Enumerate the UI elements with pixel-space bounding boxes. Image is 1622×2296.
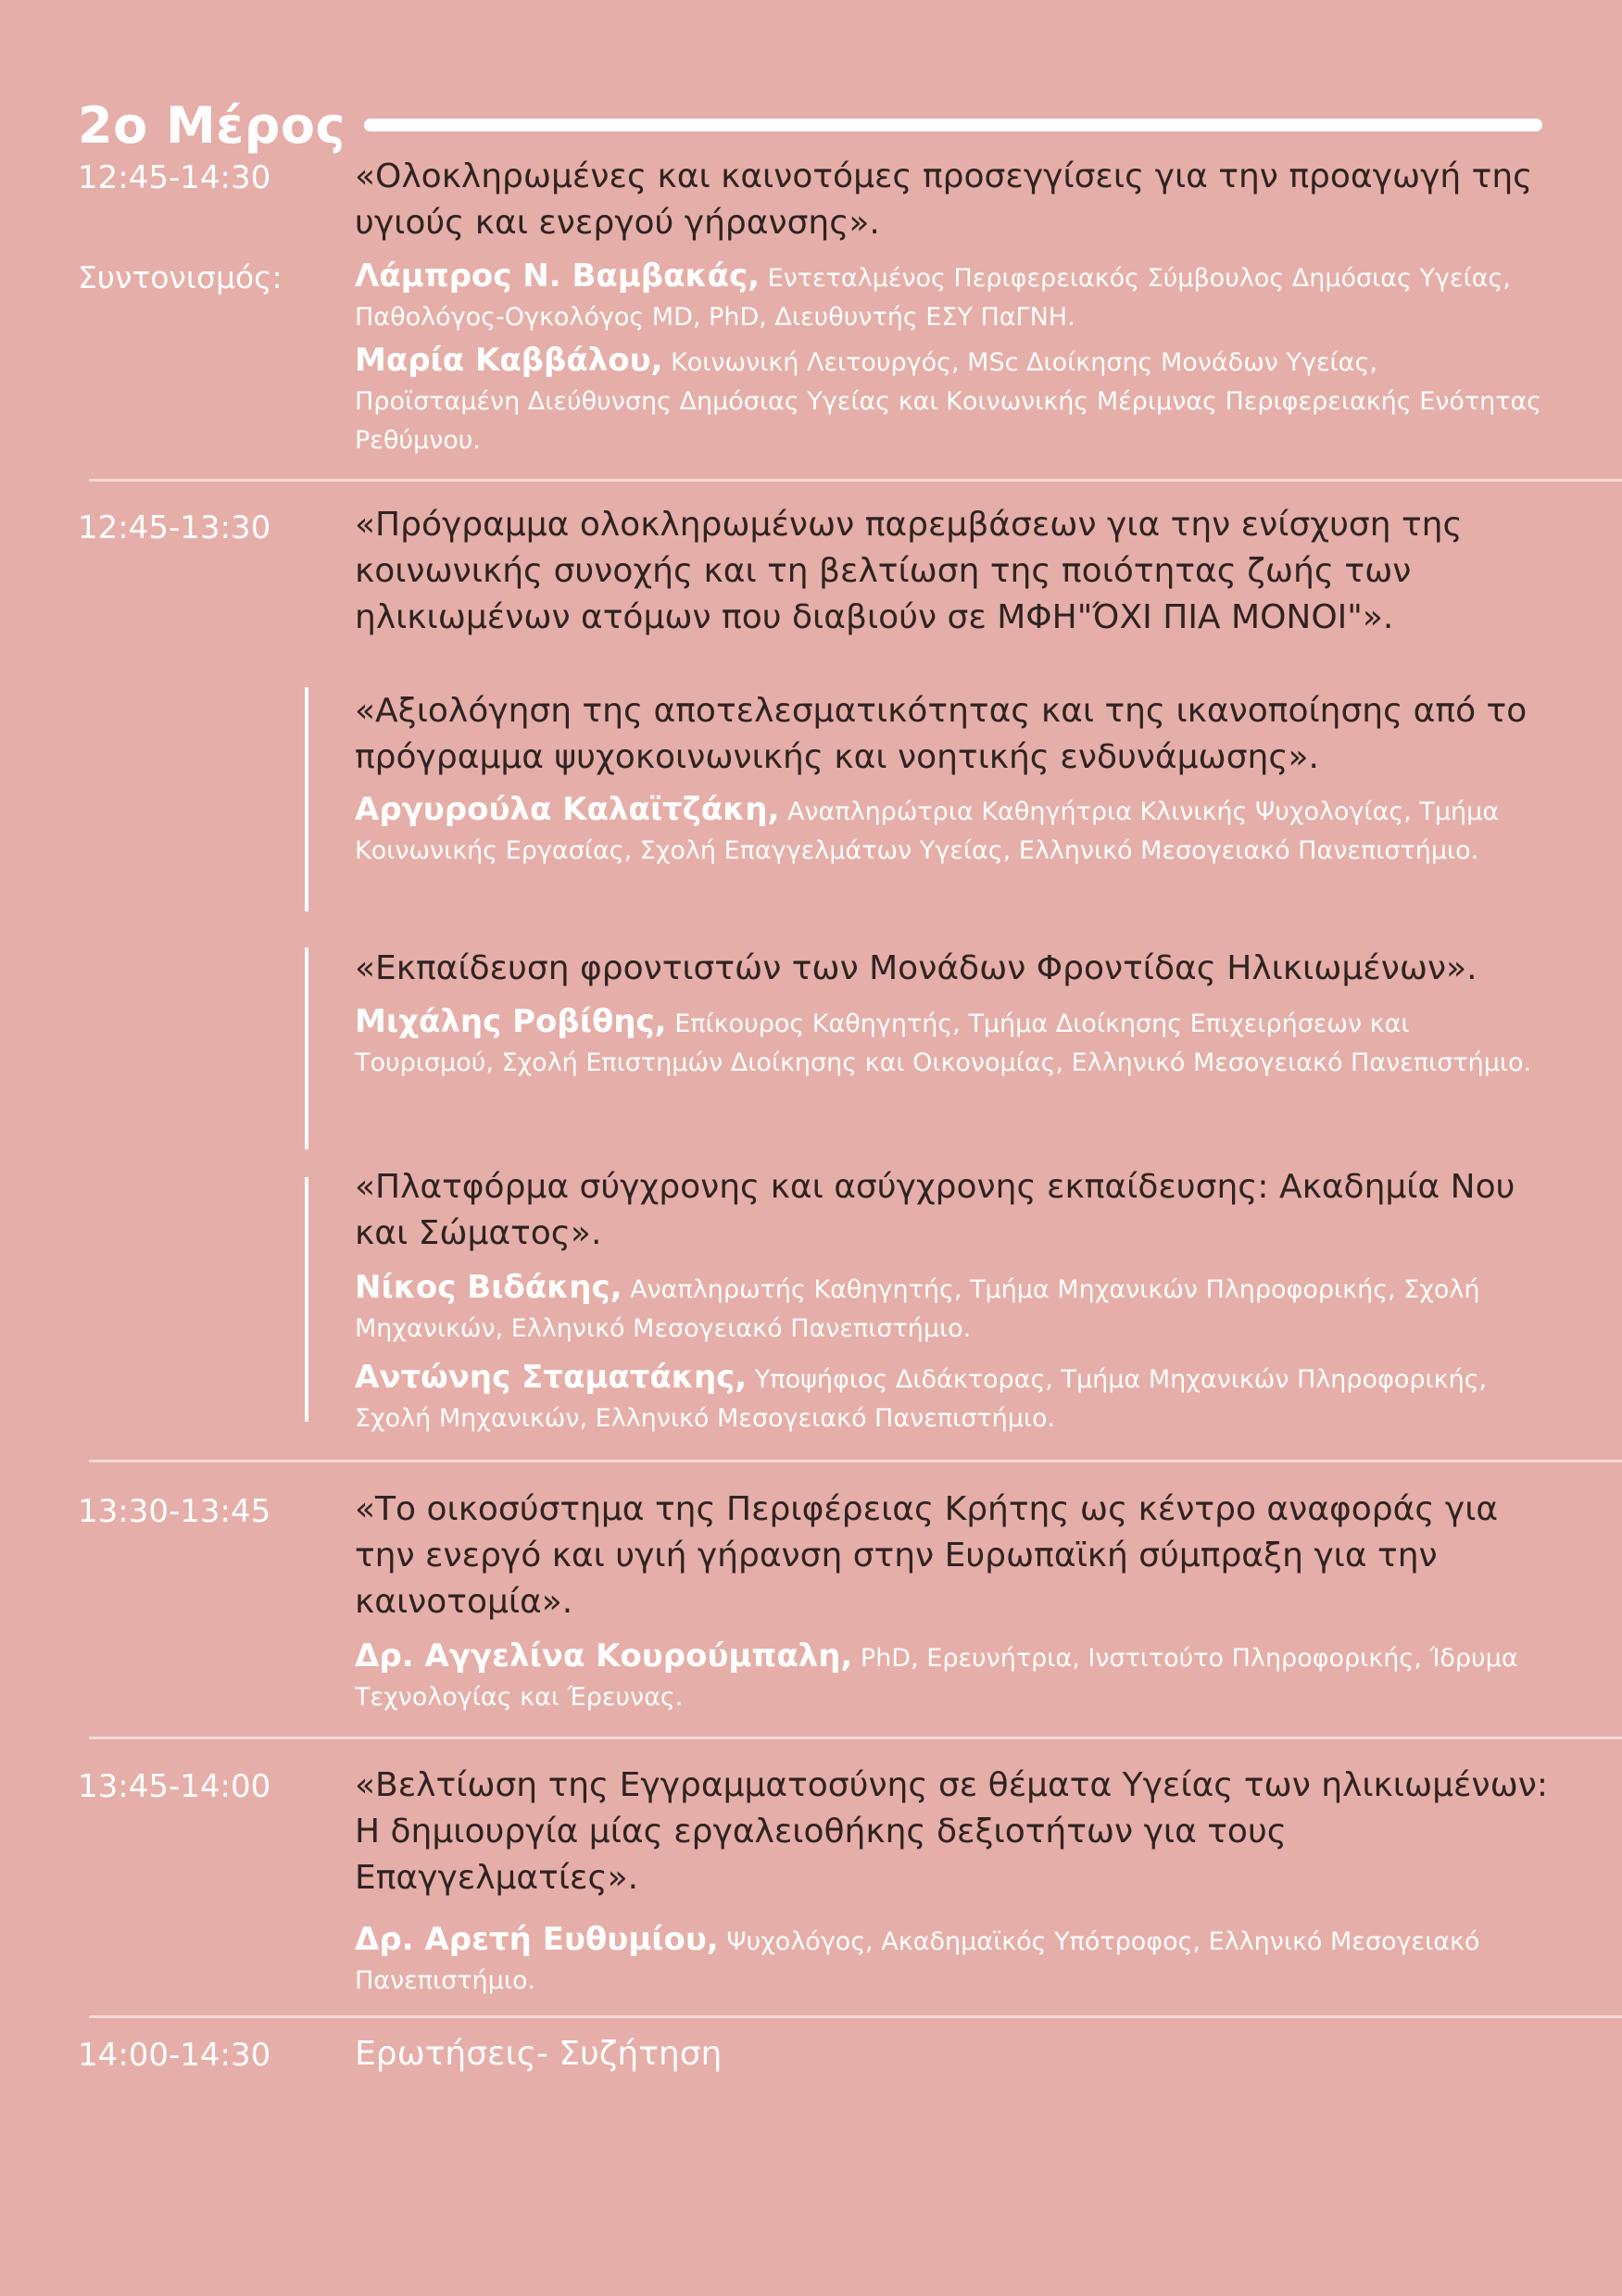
session-time: 14:00-14:30	[78, 2037, 271, 2074]
session-title: «Βελτίωση της Εγγραμματοσύνης σε θέματα Υγείας των ηλικιωμένων: Η δημιουργία μίας εργαλειοθήκης δεξιοτήτων για τους Επαγγελματίες».	[355, 1766, 1548, 1897]
speaker-role: Αναπληρωτής Καθηγητής, Τμήμα Μηχανικών Πληροφορικής, Σχολή Μηχανικών, Ελληνικό Μεσογειακό Πανεπιστήμιο.	[355, 1275, 1480, 1343]
session-time: 12:45-14:30	[78, 159, 271, 196]
subtalk-title: «Πλατφόρμα σύγχρονης και ασύγχρονης εκπαίδευσης: Ακαδημία Νου και Σώματος».	[355, 1168, 1515, 1252]
session-title: «Πρόγραμμα ολοκληρωμένων παρεμβάσεων για την ενίσχυση της κοινωνικής συνοχής και τη βελτίωση της ποιότητας ζωής των ηλικιωμένων ατόμων που διαβιούν σε ΜΦΗ"ΌΧΙ ΠΙΑ ΜΟΝΟΙ"».	[355, 506, 1463, 636]
section-divider	[89, 1460, 1622, 1462]
speaker-role: Ψυχολόγος, Ακαδημαϊκός Υπότροφος, Ελληνικό Μεσογειακό Πανεπιστήμιο.	[355, 1927, 1480, 1995]
discussion-label: Ερωτήσεις- Συζήτηση	[355, 2035, 723, 2073]
header-rule	[364, 119, 1542, 132]
speaker-name: Αντώνης Σταματάκης,	[355, 1359, 748, 1396]
subtalk-bar	[305, 1177, 308, 1422]
session-title: «Το οικοσύστημα της Περιφέρειας Κρήτης ως κέντρο αναφοράς για την ενεργό και υγιή γήρανση στην Ευρωπαϊκή σύμπραξη για την καινοτομία».	[355, 1490, 1499, 1621]
speaker-entry	[355, 790, 1550, 871]
speaker-entry	[355, 1637, 1550, 1717]
section-divider	[89, 1737, 1622, 1739]
speaker-role: Εντεταλμένος Περιφερειακός Σύμβουλος Δημόσιας Υγείας, Παθολόγος-Ογκολόγος MD, PhD, Διευθυντής ΕΣΥ ΠαΓΝΗ.	[355, 264, 1511, 332]
speaker-entry	[355, 1358, 1550, 1438]
speaker-role: Υποψήφιος Διδάκτορας, Τμήμα Μηχανικών Πληροφορικής, Σχολή Μηχανικών, Ελληνικό Μεσογειακό Πανεπιστήμιο.	[355, 1365, 1488, 1433]
session-time: 13:30-13:45	[78, 1493, 271, 1530]
speaker-name: Μιχάλης Ροβίθης,	[355, 1003, 667, 1040]
speaker-name: Δρ. Αγγελίνα Κουρούμπαλη,	[355, 1637, 853, 1675]
section-divider	[89, 479, 1622, 482]
subtalk-title: «Αξιολόγηση της αποτελεσματικότητας και της ικανοποίησης από το πρόγραμμα ψυχοκοινωνικής και νοητικής ενδυνάμωσης».	[355, 692, 1528, 776]
subtalk-bar	[305, 687, 308, 911]
speaker-name: Δρ. Αρετή Ευθυμίου,	[355, 1921, 719, 1958]
speaker-entry	[355, 257, 1550, 337]
subtalk-title: «Εκπαίδευση φροντιστών των Μονάδων Φροντίδας Ηλικιωμένων».	[355, 949, 1477, 987]
speaker-name: Μαρία Καββάλου,	[355, 342, 663, 379]
speaker-role: Επίκουρος Καθηγητής, Τμήμα Διοίκησης Επιχειρήσεων και Τουρισμού, Σχολή Επιστημών Διοίκησης και Οικονομίας, Ελληνικό Μεσογειακό Πανεπιστήμιο.	[355, 1010, 1532, 1077]
speaker-role: PhD, Ερευνήτρια, Ινστιτούτο Πληροφορικής, Ίδρυμα Τεχνολογίας και Έρευνας.	[355, 1644, 1518, 1712]
section-divider	[89, 2015, 1622, 2018]
speaker-role: Κοινωνική Λειτουργός, MSc Διοίκησης Μονάδων Υγείας, Προϊσταμένη Διεύθυνσης Δημόσιας Υγείας και Κοινωνικής Μέριμνας Περιφερειακής Ενότητας Ρεθύμνου.	[355, 348, 1542, 455]
speaker-entry	[355, 1002, 1550, 1083]
speaker-name: Λάμπρος Ν. Βαμβακάς,	[355, 257, 761, 295]
session-title: «Ολοκληρωμένες και καινοτόμες προσεγγίσεις για την προαγωγή της υγιούς και ενεργού γήρανσης».	[355, 157, 1533, 242]
speaker-entry	[355, 1268, 1550, 1349]
speaker-entry	[355, 1920, 1550, 2001]
coordination-label: Συντονισμός:	[78, 259, 283, 295]
speaker-role: Αναπληρώτρια Καθηγήτρια Κλινικής Ψυχολογίας, Τμήμα Κοινωνικής Εργασίας, Σχολή Επαγγελμάτων Υγείας, Ελληνικό Μεσογειακό Πανεπιστήμιο.	[355, 797, 1500, 865]
session-time: 12:45-13:30	[78, 509, 271, 546]
page-title: 2ο Μέρος	[78, 96, 346, 155]
speaker-entry	[355, 341, 1550, 460]
session-time: 13:45-14:00	[78, 1768, 271, 1805]
subtalk-bar	[305, 947, 308, 1149]
speaker-name: Αργυρούλα Καλαϊτζάκη,	[355, 791, 780, 828]
speaker-name: Νίκος Βιδάκης,	[355, 1269, 622, 1306]
